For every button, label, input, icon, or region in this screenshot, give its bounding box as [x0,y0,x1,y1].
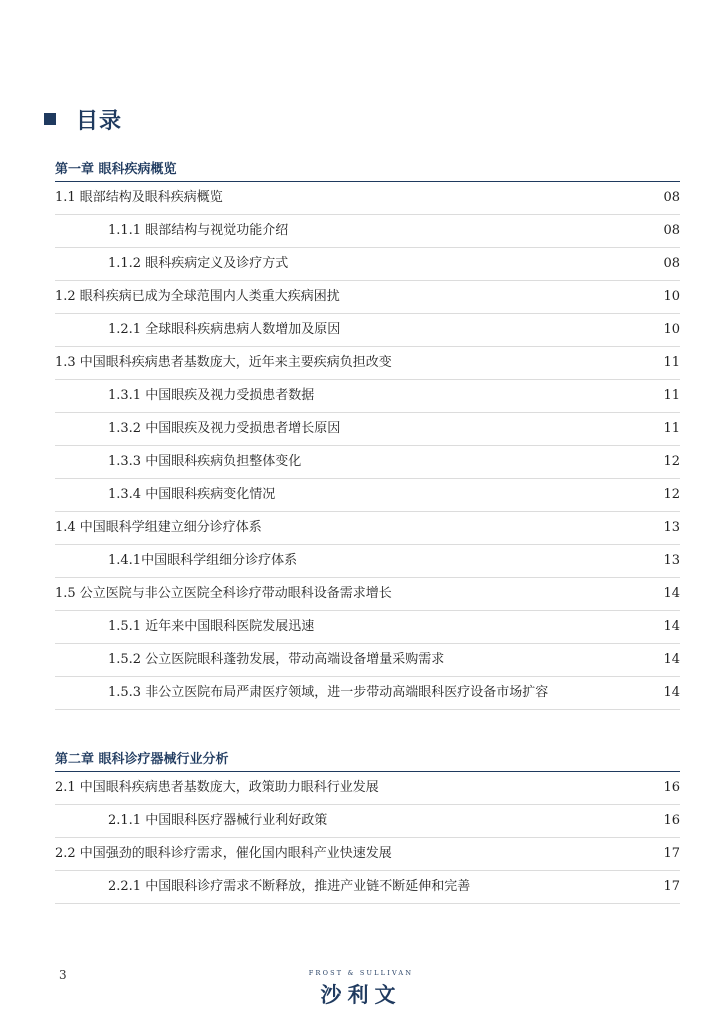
toc-entry-page: 10 [663,322,680,337]
toc-entry-label: 1.3.3 中国眼科疾病负担整体变化 [108,454,302,469]
logo-chinese: 沙利文 [320,983,402,1007]
toc-entry[interactable] [55,412,680,446]
toc-entry-page: 12 [663,454,680,469]
toc-heading [44,104,122,134]
toc-entry-label: 1.5.1 近年来中国眼科医院发展迅速 [108,619,315,634]
toc-entry-label: 1.3.2 中国眼疾及视力受损患者增长原因 [108,421,341,436]
toc-entry-page: 10 [663,289,680,304]
toc-entry[interactable] [55,379,680,413]
toc-entry[interactable] [55,181,680,215]
toc-entry[interactable] [55,676,680,710]
frost-sullivan-logo [301,969,421,1009]
toc-entry-page: 14 [663,586,680,601]
toc-entry-page: 16 [663,813,680,828]
toc-entry-page: 11 [663,388,680,403]
toc-entry-page: 12 [663,487,680,502]
toc-entry-label: 1.3.1 中国眼疾及视力受损患者数据 [108,388,315,403]
toc-entry-label: 2.1.1 中国眼科医疗器械行业利好政策 [108,813,328,828]
toc-entry-label: 1.5.3 非公立医院布局严肃医疗领域，进一步带动高端眼科医疗设备市场扩容 [108,685,549,700]
toc-entry[interactable] [55,346,680,380]
toc-entry-page: 14 [663,685,680,700]
toc-entry-page: 13 [663,520,680,535]
toc-entry-label: 1.4.1中国眼科学组细分诊疗体系 [108,553,298,568]
chapter-title: 第一章 眼科疾病概览 [55,159,680,182]
toc-entry[interactable] [55,280,680,314]
toc-entry-label: 1.2.1 全球眼科疾病患病人数增加及原因 [108,322,341,337]
chapter-title: 第二章 眼科诊疗器械行业分析 [55,749,680,772]
logo-english: FROST & SULLIVAN [308,969,414,977]
toc-entry-page: 14 [663,619,680,634]
toc-entry-page: 13 [663,553,680,568]
square-bullet-icon [44,113,56,125]
toc-entry[interactable] [55,771,680,805]
toc-entry-page: 11 [663,421,680,436]
toc-entry[interactable] [55,577,680,611]
toc-entry-page: 08 [663,223,680,238]
toc-entry-page: 17 [663,846,680,861]
toc-entry[interactable] [55,837,680,871]
toc-entry-label: 2.2.1 中国眼科诊疗需求不断释放，推进产业链不断延伸和完善 [108,879,471,894]
toc-entry-label: 1.2 眼科疾病已成为全球范围内人类重大疾病困扰 [55,289,340,304]
toc-entry[interactable] [55,610,680,644]
toc-entry[interactable] [55,214,680,248]
toc-entry-label: 1.5.2 公立医院眼科蓬勃发展，带动高端设备增量采购需求 [108,652,445,667]
toc-entry-label: 2.1 中国眼科疾病患者基数庞大，政策助力眼科行业发展 [55,780,379,795]
toc-entry-page: 14 [663,652,680,667]
toc-entry[interactable] [55,544,680,578]
toc-entry[interactable] [55,804,680,838]
toc-entry[interactable] [55,870,680,904]
toc-entry-label: 1.3.4 中国眼科疾病变化情况 [108,487,276,502]
toc-entry[interactable] [55,445,680,479]
toc-entry[interactable] [55,247,680,281]
toc-entry-page: 08 [663,256,680,271]
toc-entry[interactable] [55,511,680,545]
toc-entry-page: 08 [663,190,680,205]
toc-entry-label: 1.3 中国眼科疾病患者基数庞大，近年来主要疾病负担改变 [55,355,392,370]
toc-entry-page: 16 [663,780,680,795]
toc-entry[interactable] [55,478,680,512]
toc-title: 目录 [76,108,123,134]
page-number: 3 [59,968,67,982]
toc-entry-label: 2.2 中国强劲的眼科诊疗需求，催化国内眼科产业快速发展 [55,846,392,861]
toc-entry-page: 11 [663,355,680,370]
toc-entry-label: 1.4 中国眼科学组建立细分诊疗体系 [55,520,262,535]
toc-entry[interactable] [55,313,680,347]
toc-entry-label: 1.1.2 眼科疾病定义及诊疗方式 [108,256,289,271]
toc-entry-label: 1.1 眼部结构及眼科疾病概览 [55,190,223,205]
toc-entry[interactable] [55,643,680,677]
toc-entry-label: 1.1.1 眼部结构与视觉功能介绍 [108,223,289,238]
toc-entry-label: 1.5 公立医院与非公立医院全科诊疗带动眼科设备需求增长 [55,586,392,601]
toc-entry-page: 17 [663,879,680,894]
